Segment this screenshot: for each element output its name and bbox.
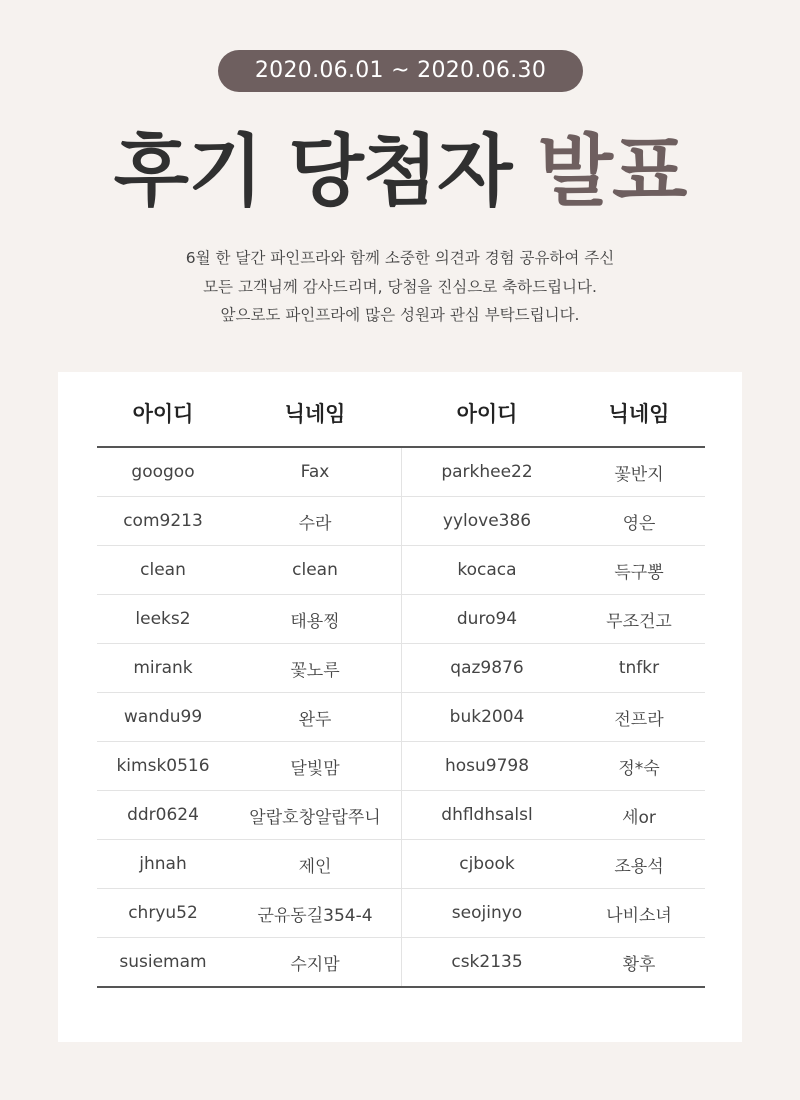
winner-id: kocaca [457,560,517,580]
winner-id: cjbook [459,854,515,874]
winner-id: csk2135 [451,952,523,972]
winner-id: hosu9798 [444,756,530,776]
winner-id: jhnah [139,854,187,874]
winner-id: com9213 [123,511,203,531]
winner-id: susiemam [119,952,207,972]
winner-id: seojinyo [451,903,523,923]
winner-id: buk2004 [449,707,525,727]
title-accent: 발표 [537,127,687,217]
winner-id: mirank [133,658,193,678]
header-nickname-right: 닉네임 [608,402,670,426]
winner-id: leeks2 [135,609,191,629]
winner-nickname: 달빛맘 [290,758,340,779]
winner-id: clean [140,560,186,580]
winner-nickname: 완두 [298,709,332,730]
winner-id: parkhee22 [441,462,533,482]
winner-id: dhfldhsalsl [441,805,533,825]
winner-nickname: 군유동길354-4 [257,905,373,926]
description-line: 앞으로도 파인프라에 많은 성원과 관심 부탁드립니다. [220,306,580,324]
winner-nickname: 제인 [298,856,332,877]
winner-id: wandu99 [123,707,203,727]
winner-nickname: Fax [300,462,330,482]
winner-nickname: 수라 [298,513,332,534]
winner-nickname: 황후 [622,954,656,975]
winner-id: kimsk0516 [116,756,210,776]
winner-nickname: 조용석 [614,856,664,877]
date-range-badge: 2020.06.01 ~ 2020.06.30 [218,50,583,92]
winner-nickname: 정*숙 [618,758,660,779]
winner-nickname: 세or [622,807,656,828]
winner-nickname: 알랍호창알랍쭈니 [249,807,381,828]
winners-card [58,372,742,1042]
winner-nickname: 득구뽕 [614,562,664,583]
winner-id: googoo [131,462,195,482]
winner-nickname: tnfkr [618,658,660,678]
header-nickname-left: 닉네임 [284,402,346,426]
winner-id: yylove386 [442,511,532,531]
winner-id: qaz9876 [450,658,524,678]
winner-nickname: 나비소녀 [606,905,672,926]
winner-nickname: 영은 [622,513,656,534]
winners-table [97,372,705,988]
header-id-left: 아이디 [132,402,194,426]
column-divider [401,448,402,986]
winner-nickname: 전프라 [614,709,664,730]
winner-nickname: 태용찡 [290,611,340,632]
description-line: 모든 고객님께 감사드리며, 당첨을 진심으로 축하드립니다. [203,277,597,296]
page-title [0,112,800,232]
winner-nickname: 수지맘 [290,954,340,975]
winner-id: chryu52 [128,903,198,923]
announcement-description [0,244,800,330]
table-body [97,448,705,988]
winner-nickname: 꽃노루 [290,660,340,681]
description-line: 6월 한 달간 파인프라와 함께 소중한 의견과 경험 공유하여 주신 [185,249,615,267]
winner-nickname: 무조건고 [606,611,672,632]
winner-nickname: 꽃반지 [614,464,664,485]
winner-id: duro94 [456,609,518,629]
winner-id: ddr0624 [127,805,199,825]
winner-nickname: clean [292,560,338,580]
table-header [97,372,705,448]
header-id-right: 아이디 [456,402,518,426]
title-main: 후기 당첨자 [113,127,512,217]
